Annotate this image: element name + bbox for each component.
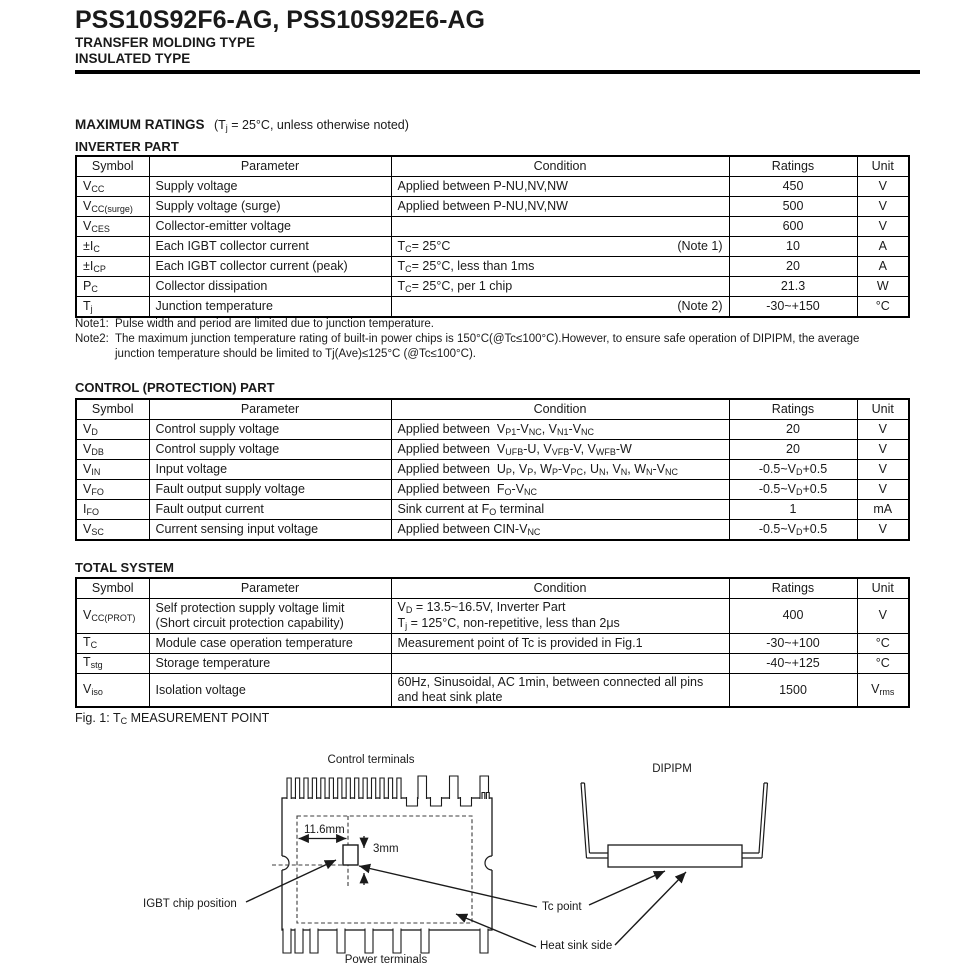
symbol-cell: $T_{stg}$ [76, 653, 149, 673]
parameter-cell: Control supply voltage [149, 420, 391, 440]
symbol-cell: $V_{CC(PROT)}$ [76, 599, 149, 634]
table-row [76, 197, 909, 217]
table-row [76, 673, 909, 707]
parameter-cell: Supply voltage [149, 177, 391, 197]
right-lead [742, 783, 768, 858]
package-edge-notches [407, 797, 472, 806]
unit-cell: V [857, 480, 909, 500]
table-row [76, 237, 909, 257]
table-header [76, 578, 909, 599]
column-header: Unit [857, 399, 909, 420]
table-row [76, 500, 909, 520]
column-header: Ratings [729, 578, 857, 599]
column-header: Parameter [149, 578, 391, 599]
unit-cell: V [857, 420, 909, 440]
control-ratings-table [75, 398, 910, 541]
table-row [76, 257, 909, 277]
notes [75, 317, 937, 363]
control-part-heading: CONTROL (PROTECTION) PART [75, 380, 275, 395]
max-ratings-line [75, 116, 409, 134]
parameter-cell: Each IGBT collector current [149, 237, 391, 257]
table-row [76, 440, 909, 460]
condition-cell: Sink current at $F_O$ terminal [391, 500, 729, 520]
parameter-cell: Input voltage [149, 460, 391, 480]
column-header: Condition [391, 156, 729, 177]
parameter-cell: Each IGBT collector current (peak) [149, 257, 391, 277]
symbol-cell: $V_{FO}$ [76, 480, 149, 500]
condition-cell: Applied between $V_{UFB}-U$, $V_{VFB}-V$, $V_{WFB}-W$ [391, 440, 729, 460]
condition-cell: Applied between $V_{P1}-V_{NC}$, $V_{N1}-V_{NC}$ [391, 420, 729, 440]
unit-cell: $V_{rms}$ [857, 673, 909, 707]
heat-sink-side-label: Heat sink side [540, 940, 613, 952]
condition-cell: Applied between CIN-$V_{NC}$ [391, 520, 729, 541]
condition-cell: Applied between $F_O-V_{NC}$ [391, 480, 729, 500]
tc-point-label: Tc point [542, 901, 582, 913]
condition-cell: Applied between P-NU,NV,NW [391, 197, 729, 217]
ratings-cell: $-0.5\sim V_D+0.5$ [729, 460, 857, 480]
unit-cell: V [857, 520, 909, 541]
note-2 [75, 332, 937, 362]
control-terminals-label: Control terminals [327, 754, 415, 766]
dim-3mm-label: 3mm [373, 843, 399, 855]
header-rule [75, 70, 920, 74]
unit-cell: W [857, 277, 909, 297]
unit-cell: V [857, 599, 909, 634]
symbol-cell: $I_{FO}$ [76, 500, 149, 520]
symbol-cell: $\pm I_{CP}$ [76, 257, 149, 277]
unit-cell: °C [857, 297, 909, 318]
table-row [76, 297, 909, 318]
parameter-cell: Storage temperature [149, 653, 391, 673]
inverter-part-heading: INVERTER PART [75, 139, 179, 154]
symbol-cell: $V_{IN}$ [76, 460, 149, 480]
max-ratings-heading: MAXIMUM RATINGS [75, 117, 205, 132]
table-row [76, 217, 909, 237]
symbol-cell: $T_C$ [76, 633, 149, 653]
ratings-cell: $-0.5\sim V_D+0.5$ [729, 480, 857, 500]
total-system-heading: TOTAL SYSTEM [75, 560, 174, 575]
condition-cell: $V_D$ = 13.5~16.5V, Inverter Part $T_j = 125^\circ C$, non-repetitive, less than 2μs [391, 599, 729, 634]
condition-cell: (Note 2) [391, 297, 729, 318]
parameter-cell: Supply voltage (surge) [149, 197, 391, 217]
condition-cell: Measurement point of Tc is provided in Fig.1 [391, 633, 729, 653]
ratings-cell: 10 [729, 237, 857, 257]
column-header: Parameter [149, 156, 391, 177]
table-row [76, 420, 909, 440]
total-system-table [75, 577, 910, 708]
unit-cell: V [857, 217, 909, 237]
heat-sink-right-arrow [615, 872, 686, 945]
unit-cell: V [857, 197, 909, 217]
note-2-text: The maximum junction temperature rating of built-in power chips is 150°C(@Tc≤100°C).However, to ensure safe operation of DIPIPM, the average junction temperature should be limited to Tj(Ave)≤125°C (@Tc≤100°C). [115, 333, 860, 361]
parameter-cell: Current sensing input voltage [149, 520, 391, 541]
igbt-chip-position-label: IGBT chip position [143, 898, 237, 910]
tc-point-right-arrow [589, 871, 665, 905]
tc-measurement-figure [130, 735, 830, 980]
column-header: Symbol [76, 399, 149, 420]
unit-cell: V [857, 440, 909, 460]
condition-cell: $T_C= 25^\circ C$, per 1 chip [391, 277, 729, 297]
ratings-cell: 600 [729, 217, 857, 237]
unit-cell: V [857, 460, 909, 480]
ratings-cell: 20 [729, 440, 857, 460]
note-1-label: Note1: [75, 318, 109, 330]
left-lead [581, 783, 608, 858]
ratings-cell: -30~+100 [729, 633, 857, 653]
table-row [76, 599, 909, 634]
ratings-cell: 21.3 [729, 277, 857, 297]
unit-cell: °C [857, 653, 909, 673]
figure-caption: Fig. 1: $T_C$ MEASUREMENT POINT [75, 711, 270, 726]
table-header [76, 399, 909, 420]
condition-cell [391, 217, 729, 237]
column-header: Parameter [149, 399, 391, 420]
column-header: Condition [391, 399, 729, 420]
table-row [76, 480, 909, 500]
package-top-view [272, 776, 499, 953]
header-row [76, 156, 909, 177]
table-row [76, 177, 909, 197]
header-row [76, 578, 909, 599]
power-pins [283, 929, 488, 954]
column-header: Unit [857, 578, 909, 599]
column-header: Unit [857, 156, 909, 177]
unit-cell: A [857, 237, 909, 257]
symbol-cell: $V_{CC(surge)}$ [76, 197, 149, 217]
control-pins [287, 776, 489, 799]
symbol-cell: $T_j$ [76, 297, 149, 318]
symbol-cell: $V_{SC}$ [76, 520, 149, 541]
parameter-cell: Junction temperature [149, 297, 391, 318]
parameter-cell: Module case operation temperature [149, 633, 391, 653]
column-header: Ratings [729, 399, 857, 420]
table-row [76, 633, 909, 653]
module-body-side [608, 845, 742, 867]
ratings-cell: 500 [729, 197, 857, 217]
symbol-cell: $\pm I_C$ [76, 237, 149, 257]
table-header [76, 156, 909, 177]
ratings-cell: 1500 [729, 673, 857, 707]
symbol-cell: $V_{CES}$ [76, 217, 149, 237]
package-side-view [581, 783, 768, 867]
column-header: Condition [391, 578, 729, 599]
unit-cell: °C [857, 633, 909, 653]
parameter-cell: Control supply voltage [149, 440, 391, 460]
parameter-cell: Collector dissipation [149, 277, 391, 297]
table-row [76, 653, 909, 673]
condition-cell: $T_C= 25^\circ C$ (Note 1) [391, 237, 729, 257]
table-row [76, 460, 909, 480]
column-header: Symbol [76, 578, 149, 599]
subtitle-line1: TRANSFER MOLDING TYPE [75, 35, 256, 50]
unit-cell: V [857, 177, 909, 197]
symbol-cell: $V_{iso}$ [76, 673, 149, 707]
parameter-cell: Fault output supply voltage [149, 480, 391, 500]
ratings-cell: -30~+150 [729, 297, 857, 318]
parameter-cell: Self protection supply voltage limit (Short circuit protection capability) [149, 599, 391, 634]
table-row [76, 520, 909, 541]
tc-point-square [343, 845, 358, 865]
header-row [76, 399, 909, 420]
header [75, 6, 485, 67]
power-terminals-label: Power terminals [344, 954, 428, 966]
table-row [76, 277, 909, 297]
condition-cell [391, 653, 729, 673]
dim-11-6mm-label: 11.6mm [304, 824, 345, 836]
parameter-cell: Fault output current [149, 500, 391, 520]
note-1 [75, 317, 937, 332]
ratings-cell: 1 [729, 500, 857, 520]
column-header: Ratings [729, 156, 857, 177]
column-header: Symbol [76, 156, 149, 177]
ratings-cell: 400 [729, 599, 857, 634]
unit-cell: mA [857, 500, 909, 520]
note-1-text: Pulse width and period are limited due to junction temperature. [115, 318, 434, 330]
ratings-cell: -40~+125 [729, 653, 857, 673]
page-title: PSS10S92F6-AG, PSS10S92E6-AG [75, 6, 485, 34]
parameter-cell: Collector-emitter voltage [149, 217, 391, 237]
ratings-cell: 450 [729, 177, 857, 197]
symbol-cell: $V_{DB}$ [76, 440, 149, 460]
ratings-cell: 20 [729, 420, 857, 440]
package-outline [282, 798, 492, 930]
subtitle-line2: INSULATED TYPE [75, 50, 191, 66]
condition-cell: 60Hz, Sinusoidal, AC 1min, between connected all pins and heat sink plate [391, 673, 729, 707]
inverter-ratings-table [75, 155, 910, 318]
symbol-cell: $P_C$ [76, 277, 149, 297]
condition-cell: Applied between P-NU,NV,NW [391, 177, 729, 197]
parameter-cell: Isolation voltage [149, 673, 391, 707]
note-2-label: Note2: [75, 333, 109, 346]
condition-cell: $T_C= 25^\circ C$, less than 1ms [391, 257, 729, 277]
symbol-cell: $V_{CC}$ [76, 177, 149, 197]
ratings-cell: $-0.5\sim V_D+0.5$ [729, 520, 857, 541]
unit-cell: A [857, 257, 909, 277]
max-ratings-condition: ($T_j = 25^\circ C$, unless otherwise noted) [213, 118, 409, 133]
dipipm-label: DIPIPM [652, 763, 692, 775]
symbol-cell: $V_D$ [76, 420, 149, 440]
ratings-cell: 20 [729, 257, 857, 277]
condition-cell: Applied between $U_P$, $V_P$, $W_P-V_{PC}$, $U_N$, $V_N$, $W_N-V_{NC}$ [391, 460, 729, 480]
